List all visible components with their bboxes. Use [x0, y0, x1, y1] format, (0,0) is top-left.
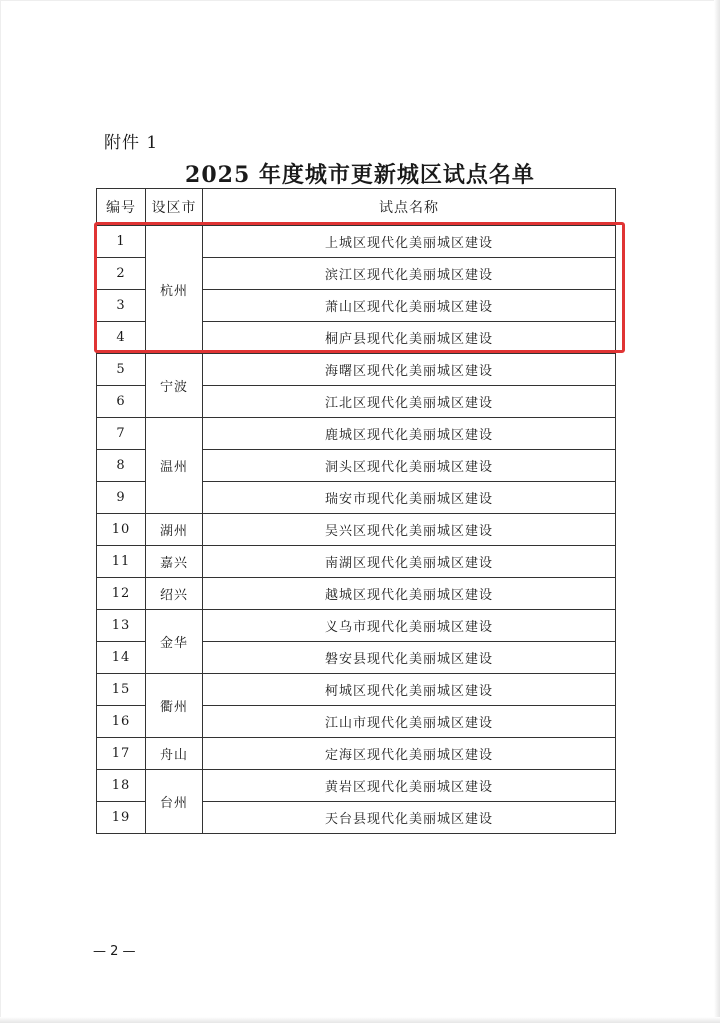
city-cell: 温州 — [146, 418, 203, 514]
header-number: 编号 — [97, 189, 146, 226]
table-row — [97, 546, 616, 578]
page-number: — 2 — — [93, 944, 136, 959]
document-title: 2025 年度城市更新城区试点名单 — [185, 162, 535, 188]
row-number-cell: 3 — [97, 290, 146, 322]
row-number-cell: 19 — [97, 802, 146, 834]
pilot-name-cell: 天台县现代化美丽城区建设 — [203, 802, 616, 834]
pilot-name-cell: 越城区现代化美丽城区建设 — [203, 578, 616, 610]
table-row — [97, 674, 616, 706]
city-cell: 嘉兴 — [146, 546, 203, 578]
pilot-name-cell: 江山市现代化美丽城区建设 — [203, 706, 616, 738]
table-row — [97, 578, 616, 610]
pilot-name-cell: 南湖区现代化美丽城区建设 — [203, 546, 616, 578]
city-cell: 舟山 — [146, 738, 203, 770]
table-row — [97, 354, 616, 386]
attachment-label: 附件 1 — [104, 133, 159, 153]
city-cell: 金华 — [146, 610, 203, 674]
row-number-cell: 13 — [97, 610, 146, 642]
pilot-name-cell: 桐庐县现代化美丽城区建设 — [203, 322, 616, 354]
city-cell: 宁波 — [146, 354, 203, 418]
row-number-cell: 11 — [97, 546, 146, 578]
row-number-cell: 10 — [97, 514, 146, 546]
row-number-cell: 12 — [97, 578, 146, 610]
header-city: 设区市 — [146, 189, 203, 226]
row-number-cell: 18 — [97, 770, 146, 802]
pilot-name-cell: 瑞安市现代化美丽城区建设 — [203, 482, 616, 514]
pilot-name-cell: 滨江区现代化美丽城区建设 — [203, 258, 616, 290]
pilot-name-cell: 定海区现代化美丽城区建设 — [203, 738, 616, 770]
table-row — [97, 418, 616, 450]
row-number-cell: 6 — [97, 386, 146, 418]
row-number-cell: 17 — [97, 738, 146, 770]
red-highlight-box — [94, 222, 625, 353]
pilot-name-cell: 鹿城区现代化美丽城区建设 — [203, 418, 616, 450]
pilot-name-cell: 吴兴区现代化美丽城区建设 — [203, 514, 616, 546]
page-shadow-bottom — [0, 1017, 720, 1023]
row-number-cell: 1 — [97, 226, 146, 258]
city-cell: 绍兴 — [146, 578, 203, 610]
table-row — [97, 738, 616, 770]
pilot-name-cell: 洞头区现代化美丽城区建设 — [203, 450, 616, 482]
row-number-cell: 14 — [97, 642, 146, 674]
city-cell: 杭州 — [146, 226, 203, 354]
pilot-name-cell: 磐安县现代化美丽城区建设 — [203, 642, 616, 674]
pilot-name-cell: 上城区现代化美丽城区建设 — [203, 226, 616, 258]
table-row — [97, 610, 616, 642]
row-number-cell: 2 — [97, 258, 146, 290]
pilot-name-cell: 义乌市现代化美丽城区建设 — [203, 610, 616, 642]
row-number-cell: 16 — [97, 706, 146, 738]
pilot-name-cell: 柯城区现代化美丽城区建设 — [203, 674, 616, 706]
pilot-name-cell: 海曙区现代化美丽城区建设 — [203, 354, 616, 386]
row-number-cell: 9 — [97, 482, 146, 514]
city-cell: 台州 — [146, 770, 203, 834]
row-number-cell: 15 — [97, 674, 146, 706]
row-number-cell: 7 — [97, 418, 146, 450]
row-number-cell: 4 — [97, 322, 146, 354]
table-header-row — [97, 189, 616, 226]
table-row — [97, 514, 616, 546]
pilot-name-cell: 江北区现代化美丽城区建设 — [203, 386, 616, 418]
pilot-name-cell: 萧山区现代化美丽城区建设 — [203, 290, 616, 322]
row-number-cell: 8 — [97, 450, 146, 482]
header-pilot-name: 试点名称 — [203, 189, 616, 226]
table-row — [97, 770, 616, 802]
page-shadow-right — [714, 0, 720, 1023]
city-cell: 衢州 — [146, 674, 203, 738]
pilot-name-cell: 黄岩区现代化美丽城区建设 — [203, 770, 616, 802]
row-number-cell: 5 — [97, 354, 146, 386]
city-cell: 湖州 — [146, 514, 203, 546]
